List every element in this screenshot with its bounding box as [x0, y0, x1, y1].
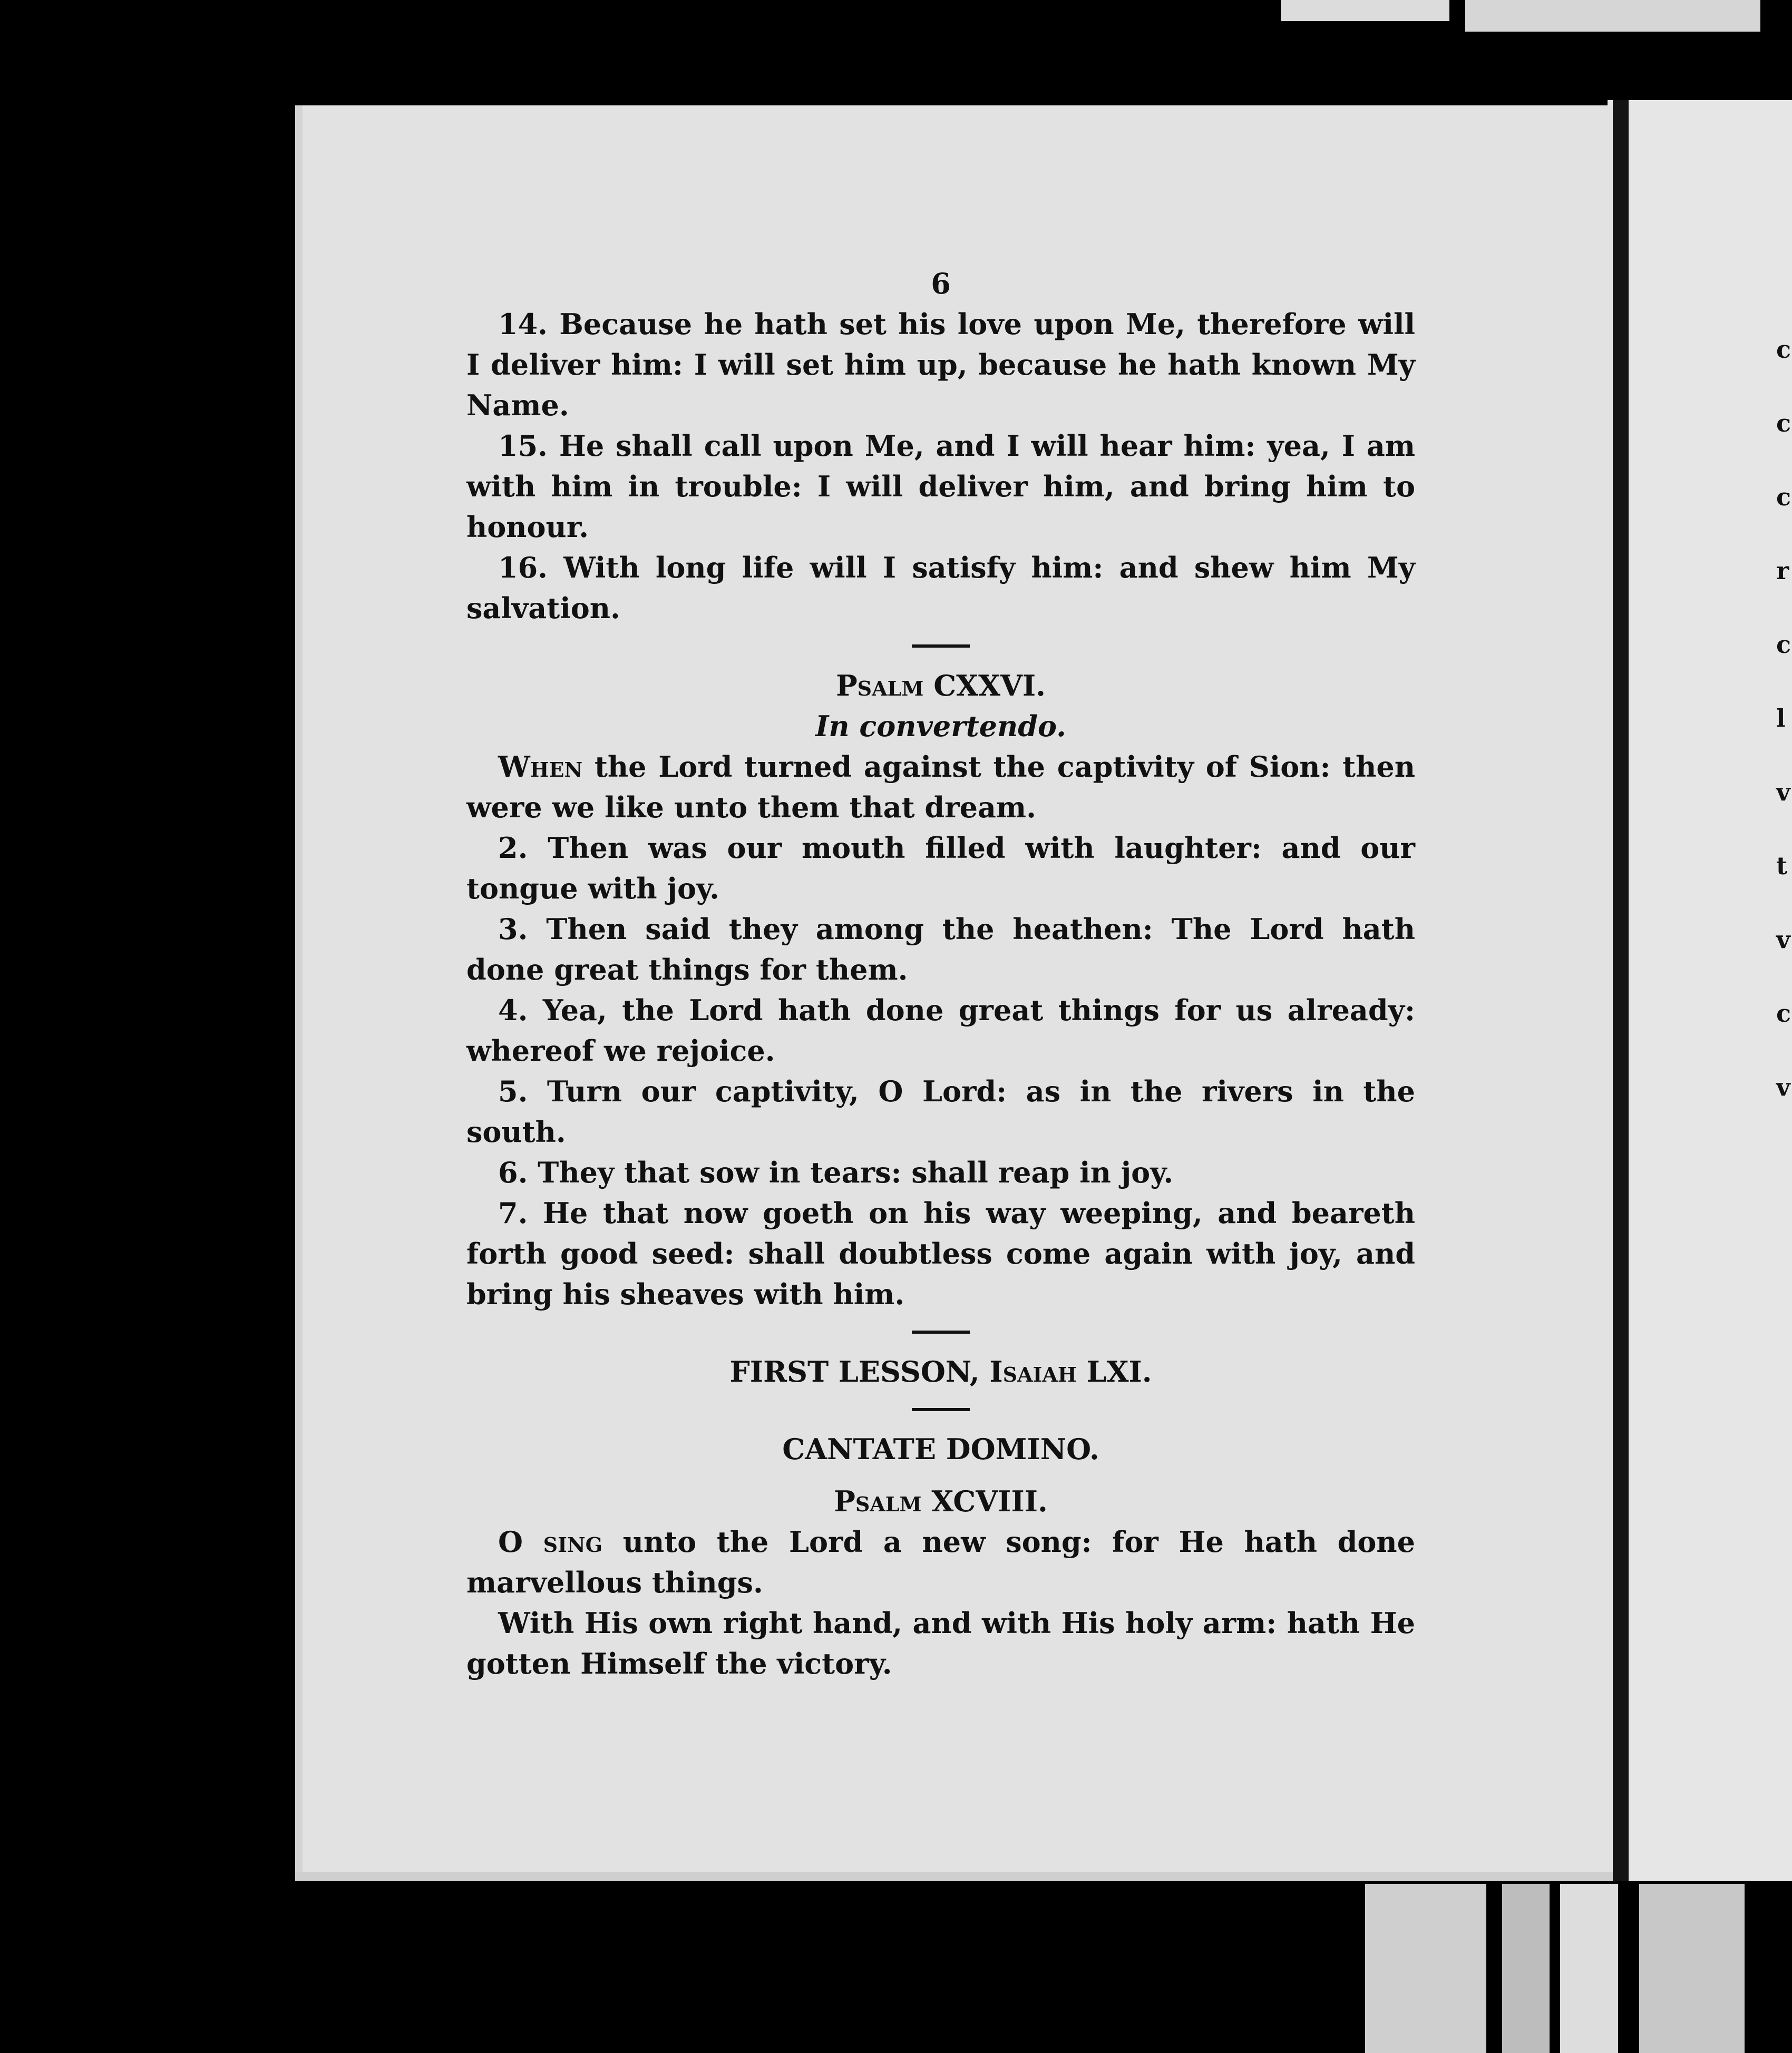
- facing-letter: r: [1776, 556, 1789, 585]
- scan-edge-bottom: [1560, 1884, 1618, 2053]
- verse: 4. Yea, the Lord hath done great things for us already: whereof we rejoice.: [466, 993, 1415, 1068]
- facing-page: [1608, 100, 1792, 1881]
- psalm-title-lead: Psalm: [834, 1484, 922, 1518]
- verse-lead-word: O sing: [498, 1525, 603, 1559]
- facing-letter: c: [1776, 999, 1791, 1028]
- verse: 2. Then was our mouth filled with laughter: and our tongue with joy.: [466, 831, 1415, 905]
- psalm-title: [466, 1481, 1415, 1522]
- psalm-title-lead: Psalm: [836, 669, 924, 702]
- page-text: [466, 263, 1415, 1684]
- section-divider: [912, 1331, 970, 1334]
- lesson-book: Isaiah: [989, 1355, 1077, 1389]
- psalm-incipit: In convertendo.: [815, 709, 1066, 743]
- facing-letter: v: [1776, 925, 1790, 954]
- section-divider: [912, 1408, 970, 1411]
- lesson-chapter: LXI.: [1086, 1355, 1152, 1389]
- facing-letter: c: [1776, 409, 1791, 437]
- section-divider: [912, 644, 970, 648]
- canticle-heading: CANTATE DOMINO.: [782, 1432, 1099, 1466]
- facing-letter: l: [1776, 704, 1786, 732]
- facing-letter: t: [1776, 852, 1788, 880]
- verse: 14. Because he hath set his love upon Me, therefore will I deliver him: I will set him up, because he hath known My Name.: [466, 307, 1415, 422]
- verse: [466, 747, 1415, 828]
- scan-edge-top-right: [1465, 0, 1760, 32]
- verse: [466, 1522, 1415, 1603]
- verse-text: unto the Lord a new song: for He hath done marvellous things.: [466, 1525, 1415, 1599]
- scan-edge-bottom: [1502, 1884, 1550, 2053]
- verse: 3. Then said they among the heathen: The Lord hath done great things for them.: [466, 912, 1415, 986]
- book-spine: [1613, 100, 1629, 1881]
- verse-text: the Lord turned against the captivity of Sion: then were we like unto them that dream.: [466, 750, 1415, 824]
- scan-edge-bottom: [1365, 1884, 1486, 2053]
- facing-page-letters: [1776, 337, 1792, 1149]
- lesson-heading: [466, 1352, 1415, 1392]
- facing-letter: c: [1776, 483, 1791, 511]
- verse: 15. He shall call upon Me, and I will hear him: yea, I am with him in trouble: I will deliver him, and bring him to honour.: [466, 429, 1415, 544]
- verse: 6. They that sow in tears: shall reap in joy.: [498, 1156, 1174, 1189]
- facing-letter: c: [1776, 630, 1791, 659]
- psalm-title: [466, 666, 1415, 706]
- facing-letter: v: [1776, 1073, 1790, 1101]
- scan-edge-top-left: [1281, 0, 1449, 21]
- verse: 5. Turn our captivity, O Lord: as in the rivers in the south.: [466, 1074, 1415, 1149]
- facing-letter: v: [1776, 778, 1790, 806]
- verse: With His own right hand, and with His holy arm: hath He gotten Himself the victory.: [466, 1606, 1415, 1680]
- facing-letter: c: [1776, 335, 1791, 364]
- verse: 7. He that now goeth on his way weeping, and beareth forth good seed: shall doubtless come again with joy, and bring his sheaves with him.: [466, 1196, 1415, 1311]
- verse: 16. With long life will I satisfy him: and shew him My salvation.: [466, 551, 1415, 625]
- verse-lead-word: When: [498, 750, 583, 784]
- psalm-title-number: XCVIII.: [931, 1484, 1048, 1518]
- document-page: [295, 105, 1613, 1881]
- lesson-lead: FIRST LESSON,: [729, 1355, 980, 1389]
- page-number: 6: [931, 267, 951, 300]
- psalm-title-number: CXXVI.: [933, 669, 1046, 702]
- scan-edge-bottom: [1639, 1884, 1745, 2053]
